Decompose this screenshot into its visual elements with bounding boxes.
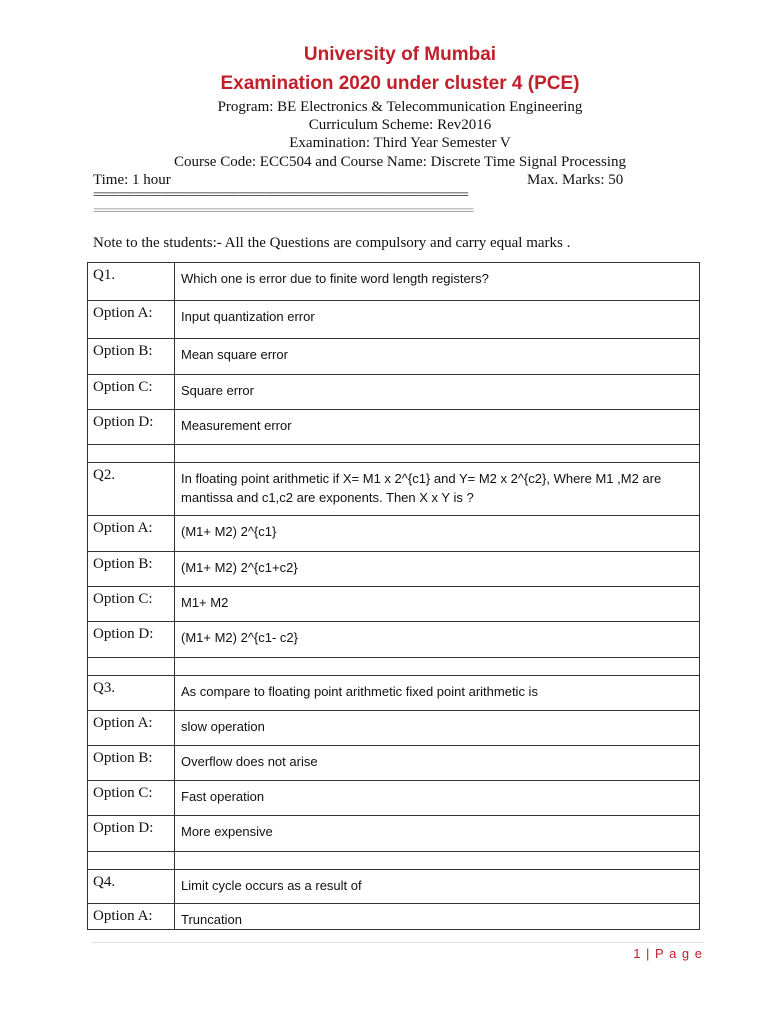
option-row xyxy=(88,410,700,445)
time-label: Time: 1 hour xyxy=(93,172,171,188)
row-label: Option B: xyxy=(88,339,175,375)
row-label: Q1. xyxy=(88,263,175,301)
row-label: Option C: xyxy=(88,375,175,410)
row-text: In floating point arithmetic if X= M1 x 2^{c1} and Y= M2 x 2^{c2}, Where M1 ,M2 are mantissa and c1,c2 are exponents. Then X x Y is ? xyxy=(175,463,700,516)
row-text: Mean square error xyxy=(175,339,700,375)
option-row xyxy=(88,375,700,410)
row-text xyxy=(175,445,700,463)
option-row xyxy=(88,781,700,816)
row-text: (M1+ M2) 2^{c1+c2} xyxy=(175,552,700,587)
row-label: Q2. xyxy=(88,463,175,516)
separator-line-faded: ========================================================================= xyxy=(93,206,473,218)
page-footer xyxy=(633,946,703,961)
row-text: Fast operation xyxy=(175,781,700,816)
row-text: Square error xyxy=(175,375,700,410)
row-label: Q4. xyxy=(88,870,175,904)
row-label: Option A: xyxy=(88,301,175,339)
spacer-row xyxy=(88,658,700,676)
row-text: More expensive xyxy=(175,816,700,852)
row-label: Option C: xyxy=(88,781,175,816)
row-text: (M1+ M2) 2^{c1} xyxy=(175,516,700,552)
question-row xyxy=(88,463,700,516)
row-label: Option D: xyxy=(88,816,175,852)
question-row xyxy=(88,870,700,904)
option-row xyxy=(88,301,700,339)
option-row xyxy=(88,552,700,587)
question-row xyxy=(88,263,700,301)
examination-line: Examination: Third Year Semester V xyxy=(289,135,511,151)
row-text: Limit cycle occurs as a result of xyxy=(175,870,700,904)
row-text: (M1+ M2) 2^{c1- c2} xyxy=(175,622,700,658)
row-text: Truncation xyxy=(175,904,700,930)
row-text: slow operation xyxy=(175,711,700,746)
row-label: Option D: xyxy=(88,410,175,445)
row-text: Measurement error xyxy=(175,410,700,445)
page-label: | P a g e xyxy=(646,946,703,961)
row-label xyxy=(88,852,175,870)
student-note: Note to the students:- All the Questions are compulsory and carry equal marks . xyxy=(93,235,571,251)
footer-divider xyxy=(92,942,704,943)
scheme-line: Curriculum Scheme: Rev2016 xyxy=(308,117,492,133)
row-text: Which one is error due to finite word length registers? xyxy=(175,263,700,301)
question-row xyxy=(88,676,700,711)
option-row xyxy=(88,622,700,658)
option-row xyxy=(88,746,700,781)
row-text: As compare to floating point arithmetic fixed point arithmetic is xyxy=(175,676,700,711)
option-row xyxy=(88,711,700,746)
row-label: Option D: xyxy=(88,622,175,658)
row-text xyxy=(175,658,700,676)
course-line: Course Code: ECC504 and Course Name: Discrete Time Signal Processing xyxy=(173,154,627,170)
option-row xyxy=(88,516,700,552)
row-label: Option A: xyxy=(88,711,175,746)
separator-line: ======================================================================== xyxy=(93,190,468,202)
row-text: Input quantization error xyxy=(175,301,700,339)
row-label: Option A: xyxy=(88,904,175,930)
option-row xyxy=(88,904,700,930)
row-label xyxy=(88,658,175,676)
row-label: Option C: xyxy=(88,587,175,622)
page-number: 1 xyxy=(633,946,642,961)
spacer-row xyxy=(88,852,700,870)
option-row xyxy=(88,816,700,852)
row-label: Option A: xyxy=(88,516,175,552)
row-label: Option B: xyxy=(88,552,175,587)
exam-title: Examination 2020 under cluster 4 (PCE) xyxy=(220,73,580,94)
program-line: Program: BE Electronics & Telecommunication Engineering xyxy=(217,99,583,115)
question-table xyxy=(87,262,700,930)
row-label xyxy=(88,445,175,463)
row-text xyxy=(175,852,700,870)
university-title: University of Mumbai xyxy=(303,44,497,65)
spacer-row xyxy=(88,445,700,463)
row-text: M1+ M2 xyxy=(175,587,700,622)
option-row xyxy=(88,587,700,622)
row-text: Overflow does not arise xyxy=(175,746,700,781)
row-label: Option B: xyxy=(88,746,175,781)
option-row xyxy=(88,339,700,375)
max-marks-label: Max. Marks: 50 xyxy=(527,172,624,188)
row-label: Q3. xyxy=(88,676,175,711)
